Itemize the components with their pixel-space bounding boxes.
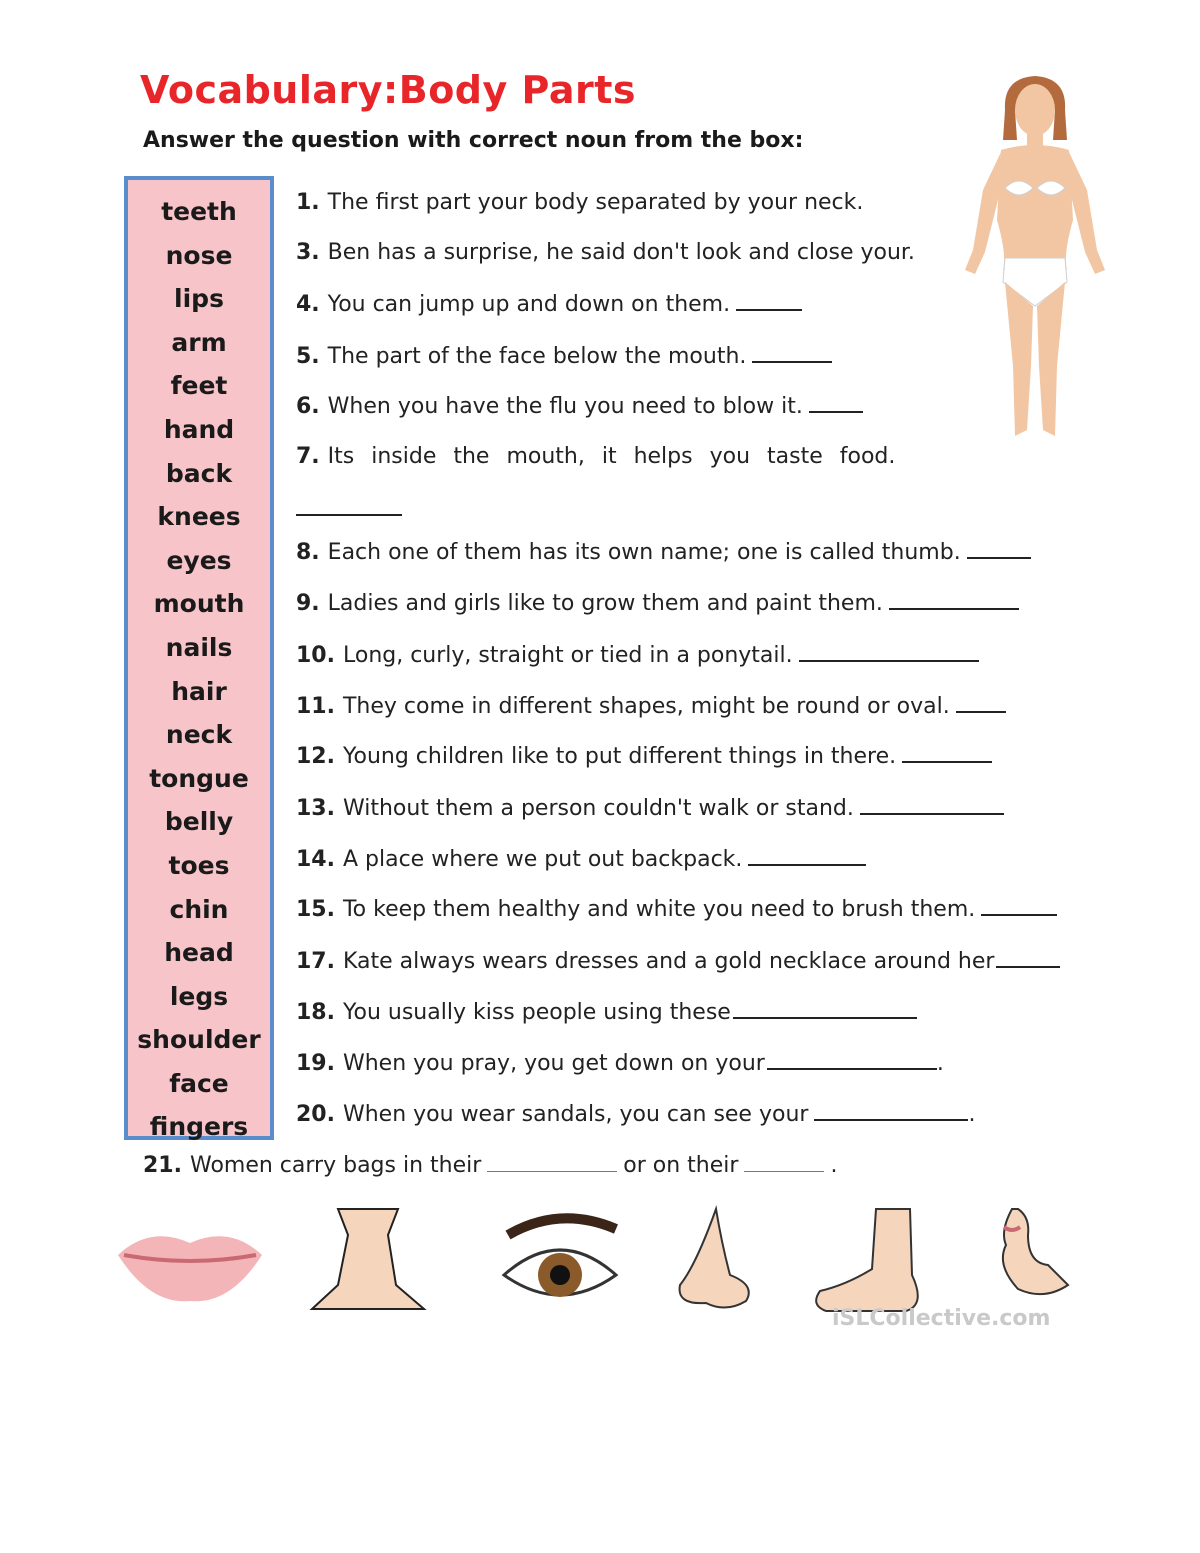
question-14	[296, 844, 866, 875]
question-text-2: or on their	[623, 1153, 739, 1178]
word-item: face	[169, 1068, 229, 1098]
word-box	[124, 176, 274, 1140]
question-text: Ladies and girls like to grow them and paint them.	[327, 591, 883, 616]
question-number: 10.	[296, 643, 335, 668]
question-number: 8.	[296, 540, 320, 565]
question-text: The part of the face below the mouth.	[327, 344, 747, 369]
question-text: Each one of them has its own name; one is called thumb.	[327, 540, 961, 565]
question-text: When you have the flu you need to blow it.	[327, 394, 803, 419]
word-item: neck	[165, 720, 233, 750]
question-number: 7.	[296, 444, 320, 469]
answer-blank[interactable]	[981, 894, 1057, 916]
word-item: fingers	[149, 1112, 249, 1142]
question-text: Kate always wears dresses and a gold necklace around her	[342, 949, 995, 974]
question-1	[296, 188, 863, 218]
word-item: tongue	[149, 763, 249, 793]
question-text: To keep them healthy and white you need to brush them.	[342, 897, 976, 922]
question-text: Ben has a surprise, he said don't look and close your.	[327, 240, 915, 265]
question-number: 4.	[296, 292, 320, 317]
question-text: A place where we put out backpack.	[342, 847, 743, 872]
word-item: teeth	[161, 197, 237, 226]
word-item: chin	[169, 894, 229, 924]
answer-blank[interactable]	[733, 997, 917, 1019]
question-13	[296, 793, 1004, 824]
question-number: 6.	[296, 394, 320, 419]
question-number: 20.	[296, 1102, 335, 1127]
word-item: feet	[170, 371, 228, 401]
worksheet-title: Vocabulary:Body Parts	[140, 68, 637, 112]
question-text: Women carry bags in their	[189, 1153, 482, 1178]
eye-icon	[498, 1205, 622, 1313]
question-number: 12.	[296, 744, 335, 769]
foot-icon	[806, 1205, 936, 1317]
question-6	[296, 391, 863, 422]
word-item: head	[164, 938, 234, 968]
instruction: Answer the question with correct noun from the box:	[143, 128, 804, 153]
question-number: 17.	[296, 949, 335, 974]
word-item: nails	[165, 632, 233, 662]
human-figure-illustration	[955, 70, 1115, 442]
chin-icon	[988, 1205, 1072, 1301]
question-15	[296, 894, 1057, 925]
punctuation: .	[830, 1153, 838, 1178]
question-number: 15.	[296, 897, 335, 922]
question-number: 21.	[143, 1153, 182, 1178]
word-item: arm	[171, 327, 227, 357]
word-item: toes	[168, 850, 230, 880]
question-3	[296, 238, 915, 268]
answer-blank[interactable]	[956, 691, 1006, 713]
answer-blank[interactable]	[814, 1099, 968, 1121]
answer-blank[interactable]	[809, 391, 863, 413]
question-text: The first part your body separated by your neck.	[327, 190, 864, 215]
word-item: nose	[165, 240, 233, 270]
question-number: 3.	[296, 240, 320, 265]
punctuation: .	[936, 1051, 944, 1076]
word-item: back	[165, 458, 233, 488]
punctuation: .	[968, 1102, 976, 1127]
answer-blank[interactable]	[744, 1151, 824, 1172]
answer-blank[interactable]	[860, 793, 1004, 815]
word-item: lips	[174, 284, 224, 314]
nose-icon	[666, 1205, 766, 1315]
lips-icon	[110, 1205, 270, 1309]
word-item: hair	[171, 676, 227, 706]
answer-blank[interactable]	[736, 289, 802, 311]
question-number: 13.	[296, 796, 335, 821]
question-8	[296, 537, 1031, 568]
question-5	[296, 341, 832, 372]
answer-blank[interactable]	[996, 946, 1060, 968]
answer-blank[interactable]	[767, 1048, 937, 1070]
question-9	[296, 588, 1019, 619]
question-7	[296, 442, 895, 472]
question-12	[296, 741, 992, 772]
question-10	[296, 640, 979, 671]
word-item: eyes	[166, 545, 232, 575]
neck-icon	[308, 1205, 428, 1315]
question-text: Young children like to put different things in there.	[342, 744, 897, 769]
question-18	[296, 997, 917, 1028]
question-number: 5.	[296, 344, 320, 369]
word-item: legs	[169, 981, 229, 1011]
answer-blank[interactable]	[967, 537, 1031, 559]
question-11	[296, 691, 1006, 722]
question-number: 14.	[296, 847, 335, 872]
answer-blank[interactable]	[487, 1151, 617, 1172]
word-item: knees	[157, 502, 241, 532]
question-number: 18.	[296, 1000, 335, 1025]
word-item: mouth	[153, 589, 245, 619]
question-text: When you wear sandals, you can see your	[342, 1102, 809, 1127]
watermark: iSLCollective.com	[832, 1306, 1051, 1331]
question-17	[296, 946, 1060, 977]
question-text: You can jump up and down on them.	[327, 292, 731, 317]
word-item: belly	[164, 807, 234, 837]
question-number: 11.	[296, 694, 335, 719]
question-number: 9.	[296, 591, 320, 616]
question-number: 19.	[296, 1051, 335, 1076]
question-text: When you pray, you get down on your	[342, 1051, 765, 1076]
question-4	[296, 289, 802, 320]
question-19	[296, 1048, 944, 1079]
question-number: 1.	[296, 190, 320, 215]
answer-blank[interactable]	[752, 341, 832, 363]
answer-blank[interactable]	[902, 741, 992, 763]
word-item: hand	[163, 414, 235, 444]
answer-blank[interactable]	[748, 844, 866, 866]
question-text: Long, curly, straight or tied in a ponytail.	[342, 643, 793, 668]
question-text: Its inside the mouth, it helps you taste food.	[327, 444, 896, 469]
question-text: Without them a person couldn't walk or stand.	[342, 796, 854, 821]
answer-blank[interactable]	[889, 588, 1019, 610]
answer-blank[interactable]	[799, 640, 979, 662]
question-20	[296, 1099, 975, 1130]
question-21	[143, 1151, 837, 1181]
answer-blank[interactable]	[296, 514, 402, 516]
word-item: shoulder	[137, 1025, 261, 1055]
question-text: You usually kiss people using these	[342, 1000, 731, 1025]
question-text: They come in different shapes, might be round or oval.	[342, 694, 950, 719]
